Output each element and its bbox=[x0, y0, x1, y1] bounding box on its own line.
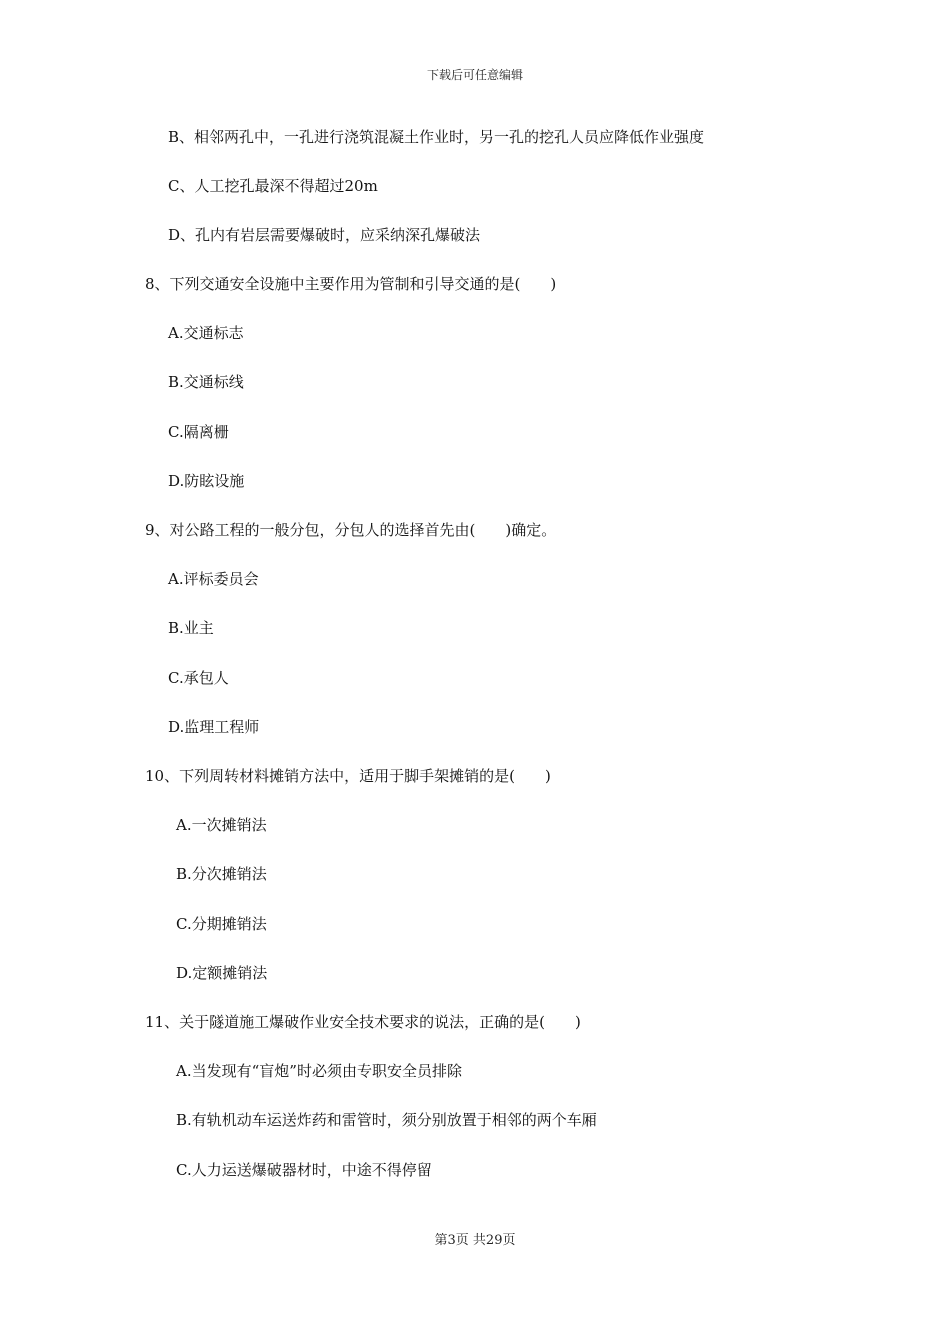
option-8c: C.隔离栅 bbox=[168, 423, 229, 441]
option-9a: A.评标委员会 bbox=[168, 570, 259, 588]
option-8b: B.交通标线 bbox=[168, 373, 244, 391]
option-7b: B、相邻两孔中，一孔进行浇筑混凝土作业时，另一孔的挖孔人员应降低作业强度 bbox=[168, 128, 705, 146]
question-10: 10、下列周转材料摊销方法中，适用于脚手架摊销的是( ) bbox=[145, 767, 551, 785]
option-9d: D.监理工程师 bbox=[168, 718, 260, 736]
option-9c: C.承包人 bbox=[168, 669, 229, 687]
option-7c: C、人工挖孔最深不得超过20m bbox=[168, 177, 378, 195]
option-10d: D.定额摊销法 bbox=[176, 964, 268, 982]
question-8: 8、下列交通安全设施中主要作用为管制和引导交通的是( ) bbox=[145, 275, 557, 293]
option-11b: B.有轨机动车运送炸药和雷管时，须分别放置于相邻的两个车厢 bbox=[176, 1111, 597, 1129]
option-10a: A.一次摊销法 bbox=[176, 816, 267, 834]
option-9b: B.业主 bbox=[168, 619, 214, 637]
page-footer: 第3页 共29页 bbox=[434, 1233, 516, 1248]
question-9: 9、对公路工程的一般分包，分包人的选择首先由( )确定。 bbox=[145, 521, 557, 539]
page-header: 下载后可任意编辑 bbox=[426, 68, 523, 82]
question-11: 11、关于隧道施工爆破作业安全技术要求的说法，正确的是( ) bbox=[145, 1013, 581, 1031]
option-11c: C.人力运送爆破器材时，中途不得停留 bbox=[176, 1161, 432, 1179]
option-10c: C.分期摊销法 bbox=[176, 915, 267, 933]
option-10b: B.分次摊销法 bbox=[176, 865, 267, 883]
option-7d: D、孔内有岩层需要爆破时，应采纳深孔爆破法 bbox=[168, 226, 481, 244]
option-8d: D.防眩设施 bbox=[168, 472, 245, 490]
option-11a: A.当发现有“盲炮”时必须由专职安全员排除 bbox=[176, 1062, 462, 1080]
option-8a: A.交通标志 bbox=[168, 324, 244, 342]
